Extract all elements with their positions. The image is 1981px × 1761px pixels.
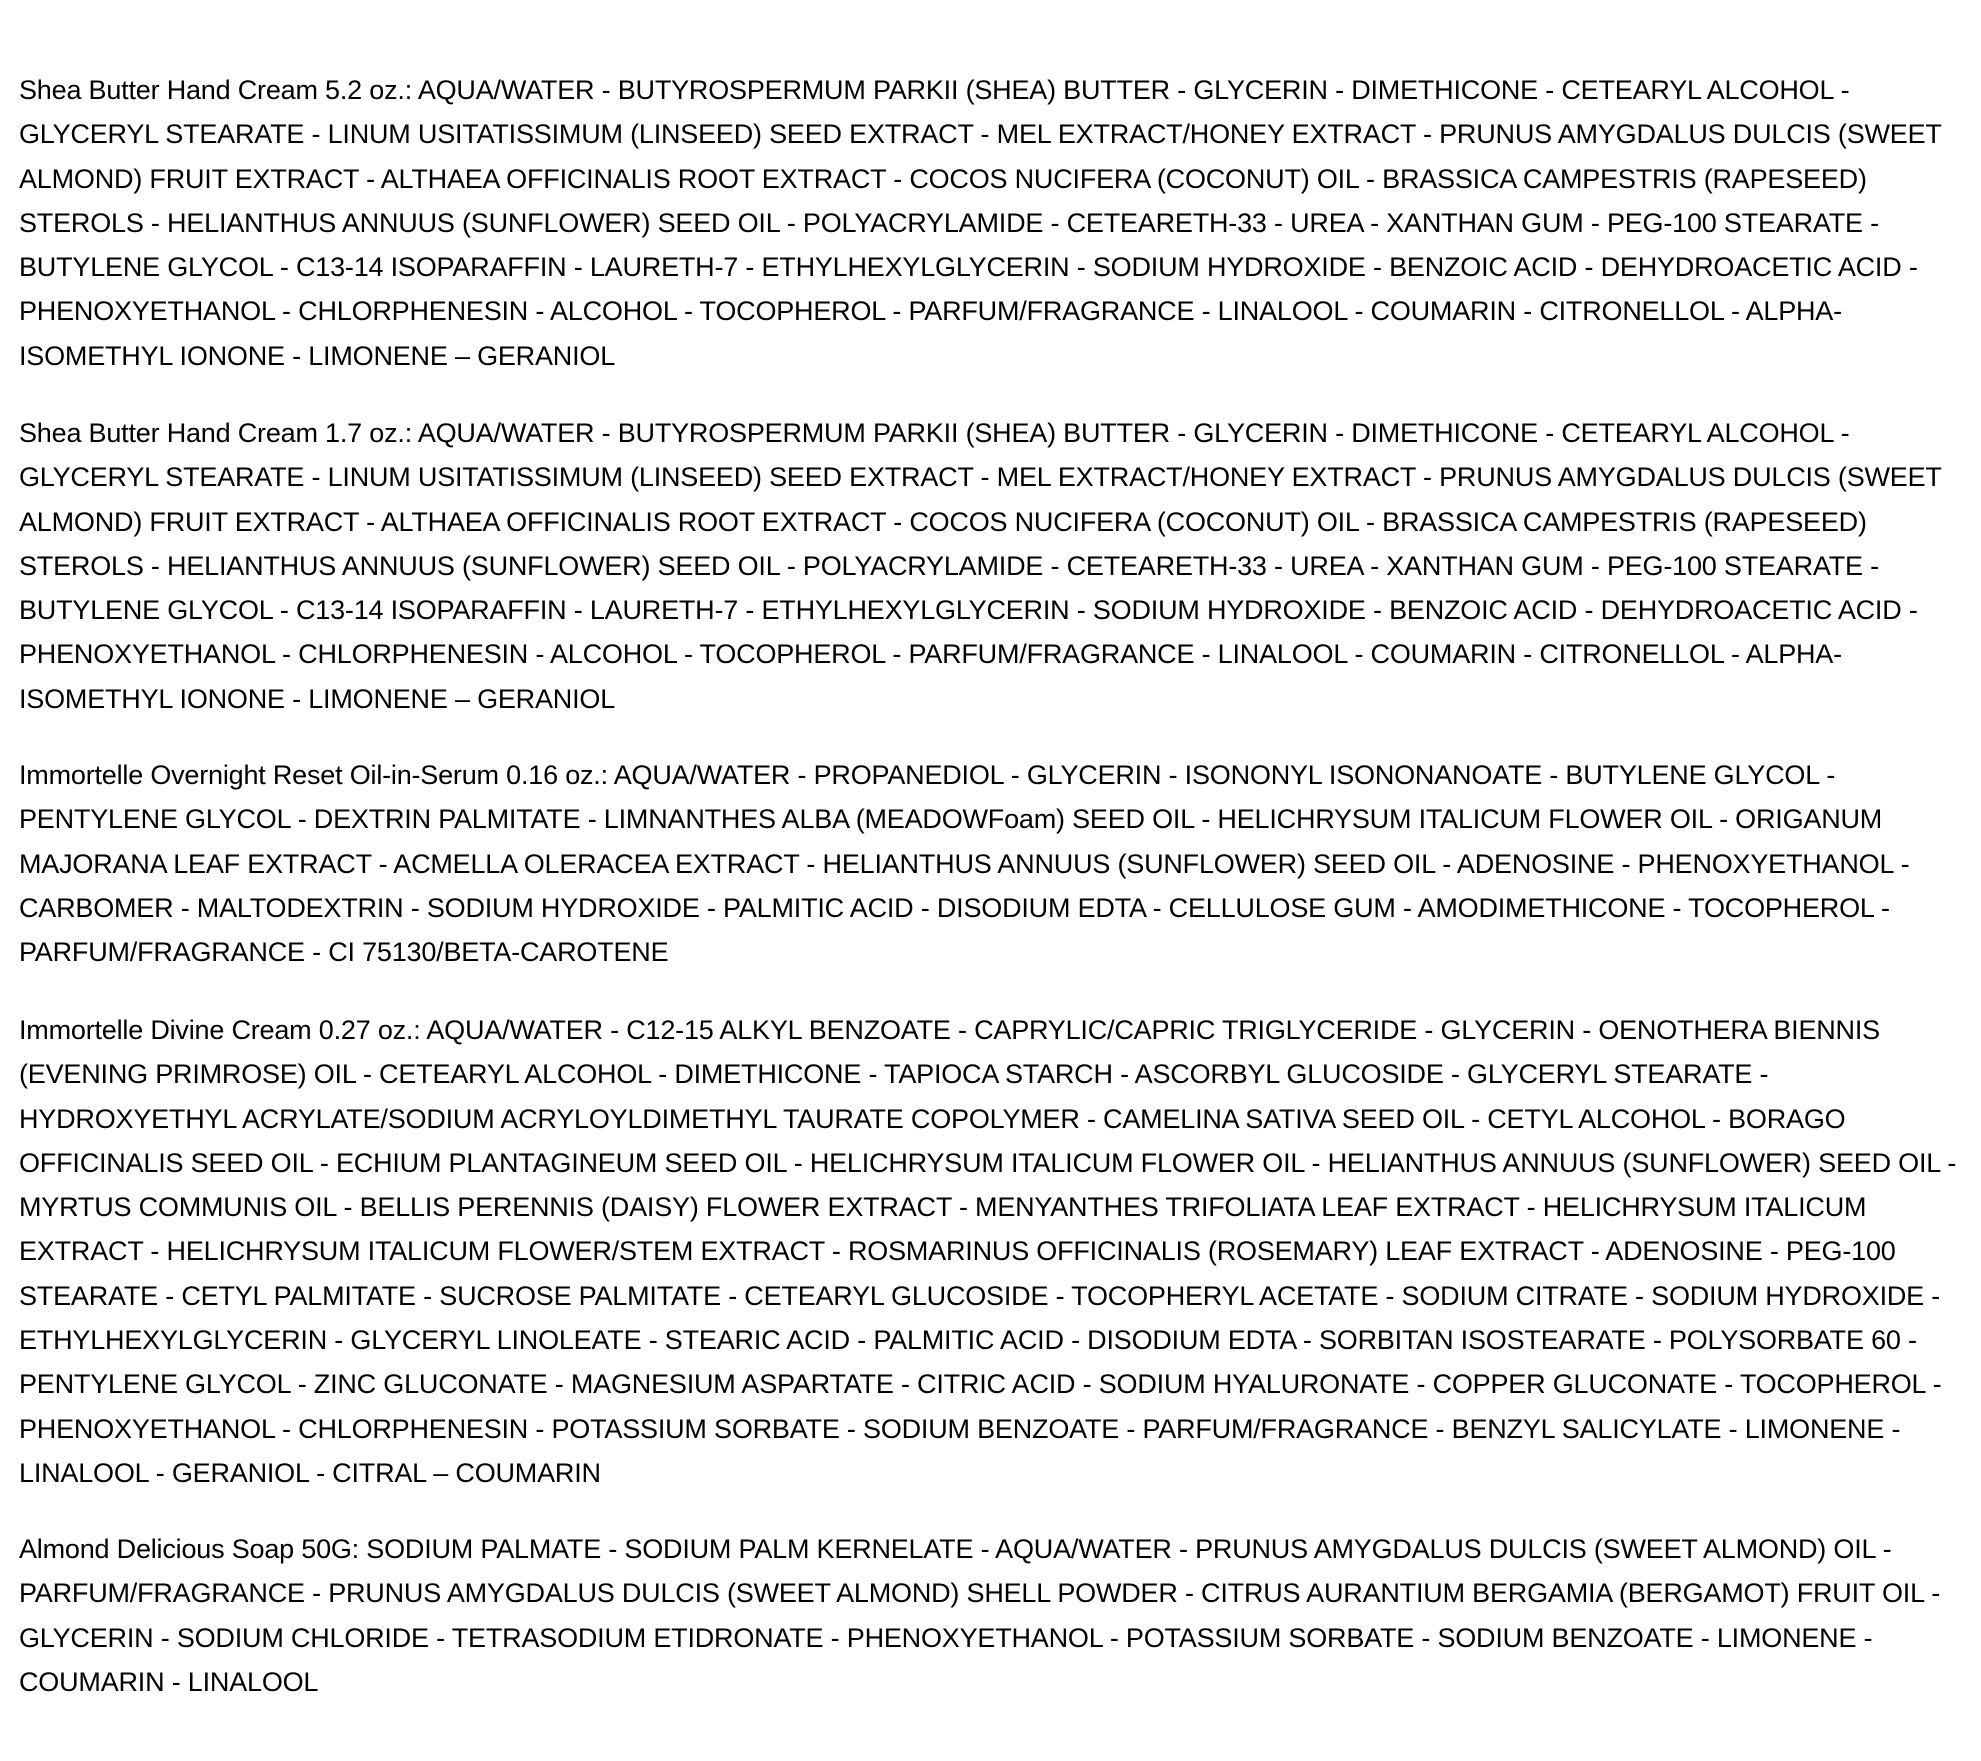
ingredient-list-immortelle-divine-cream: Immortelle Divine Cream 0.27 oz.: AQUA/WATER - C12-15 ALKYL BENZOATE - CAPRYLIC/CAPRIC TRIGLYCERIDE - GLYCERIN - OENOTHERA BIENNIS (EVENING PRIMROSE) OIL - CETEARYL ALCOHOL - DIMETHICONE - TAPIOCA STARCH - ASCORBYL GLUCOSIDE - GLYCERYL STEARATE - HYDROXYETHYL ACRYLATE/SODIUM ACRYLOYLDIMETHYL TAURATE COPOLYMER - CAMELINA SATIVA SEED OIL - CETYL ALCOHOL - BORAGO OFFICINALIS SEED OIL - ECHIUM PLANTAGINEUM SEED OIL - HELICHRYSUM ITALICUM FLOWER OIL - HELIANTHUS ANNUUS (SUNFLOWER) SEED OIL - MYRTUS COMMUNIS OIL - BELLIS PERENNIS (DAISY) FLOWER EXTRACT - MENYANTHES TRIFOLIATA LEAF EXTRACT - HELICHRYSUM ITALICUM EXTRACT - HELICHRYSUM ITALICUM FLOWER/STEM EXTRACT - ROSMARINUS OFFICINALIS (ROSEMARY) LEAF EXTRACT - ADENOSINE - PEG-100 STEARATE - CETYL PALMITATE - SUCROSE PALMITATE - CETEARYL GLUCOSIDE - TOCOPHERYL ACETATE - SODIUM CITRATE - SODIUM HYDROXIDE - ETHYLHEXYLGLYCERIN - GLYCERYL LINOLEATE - STEARIC ACID - PALMITIC ACID - DISODIUM EDTA - SORBITAN ISOSTEARATE - POLYSORBATE 60 - PENTYLENE GLYCOL - ZINC GLUCONATE - MAGNESIUM ASPARTATE - CITRIC ACID - SODIUM HYALURONATE - COPPER GLUCONATE - TOCOPHEROL - PHENOXYETHANOL - CHLORPHENESIN - POTASSIUM SORBATE - SODIUM BENZOATE - PARFUM/FRAGRANCE - BENZYL SALICYLATE - LIMONENE - LINALOOL - GERANIOL - CITRAL – COUMARIN [19,1015,1957,1488]
ingredient-list-shea-butter-5-2oz: Shea Butter Hand Cream 5.2 oz.: AQUA/WATER - BUTYROSPERMUM PARKII (SHEA) BUTTER - GLYCERIN - DIMETHICONE - CETEARYL ALCOHOL - GLYCERYL STEARATE - LINUM USITATISSIMUM (LINSEED) SEED EXTRACT - MEL EXTRACT/HONEY EXTRACT - PRUNUS AMYGDALUS DULCIS (SWEET ALMOND) FRUIT EXTRACT - ALTHAEA OFFICINALIS ROOT EXTRACT - COCOS NUCIFERA (COCONUT) OIL - BRASSICA CAMPESTRIS (RAPESEED) STEROLS - HELIANTHUS ANNUUS (SUNFLOWER) SEED OIL - POLYACRYLAMIDE - CETEARETH-33 - UREA - XANTHAN GUM - PEG-100 STEARATE - BUTYLENE GLYCOL - C13-14 ISOPARAFFIN - LAURETH-7 - ETHYLHEXYLGLYCERIN - SODIUM HYDROXIDE - BENZOIC ACID - DEHYDROACETIC ACID - PHENOXYETHANOL - CHLORPHENESIN - ALCOHOL - TOCOPHEROL - PARFUM/FRAGRANCE - LINALOOL - COUMARIN - CITRONELLOL - ALPHA-ISOMETHYL IONONE - LIMONENE – GERANIOL [19,75,1942,371]
ingredient-list-immortelle-oil-in-serum: Immortelle Overnight Reset Oil-in-Serum 0.16 oz.: AQUA/WATER - PROPANEDIOL - GLYCERIN - ISONONYL ISONONANOATE - BUTYLENE GLYCOL - PENTYLENE GLYCOL - DEXTRIN PALMITATE - LIMNANTHES ALBA (MEADOWFoam) SEED OIL - HELICHRYSUM ITALICUM FLOWER OIL - ORIGANUM MAJORANA LEAF EXTRACT - ACMELLA OLERACEA EXTRACT - HELIANTHUS ANNUUS (SUNFLOWER) SEED OIL - ADENOSINE - PHENOXYETHANOL - CARBOMER - MALTODEXTRIN - SODIUM HYDROXIDE - PALMITIC ACID - DISODIUM EDTA - CELLULOSE GUM - AMODIMETHICONE - TOCOPHEROL - PARFUM/FRAGRANCE - CI 75130/BETA-CAROTENE [19,760,1910,968]
ingredient-list-shea-butter-1-7oz: Shea Butter Hand Cream 1.7 oz.: AQUA/WATER - BUTYROSPERMUM PARKII (SHEA) BUTTER - GLYCERIN - DIMETHICONE - CETEARYL ALCOHOL - GLYCERYL STEARATE - LINUM USITATISSIMUM (LINSEED) SEED EXTRACT - MEL EXTRACT/HONEY EXTRACT - PRUNUS AMYGDALUS DULCIS (SWEET ALMOND) FRUIT EXTRACT - ALTHAEA OFFICINALIS ROOT EXTRACT - COCOS NUCIFERA (COCONUT) OIL - BRASSICA CAMPESTRIS (RAPESEED) STEROLS - HELIANTHUS ANNUUS (SUNFLOWER) SEED OIL - POLYACRYLAMIDE - CETEARETH-33 - UREA - XANTHAN GUM - PEG-100 STEARATE - BUTYLENE GLYCOL - C13-14 ISOPARAFFIN - LAURETH-7 - ETHYLHEXYLGLYCERIN - SODIUM HYDROXIDE - BENZOIC ACID - DEHYDROACETIC ACID - PHENOXYETHANOL - CHLORPHENESIN - ALCOHOL - TOCOPHEROL - PARFUM/FRAGRANCE - LINALOOL - COUMARIN - CITRONELLOL - ALPHA-ISOMETHYL IONONE - LIMONENE – GERANIOL [19,418,1942,714]
ingredient-list-almond-soap: Almond Delicious Soap 50G: SODIUM PALMATE - SODIUM PALM KERNELATE - AQUA/WATER - PRUNUS AMYGDALUS DULCIS (SWEET ALMOND) OIL - PARFUM/FRAGRANCE - PRUNUS AMYGDALUS DULCIS (SWEET ALMOND) SHELL POWDER - CITRUS AURANTIUM BERGAMIA (BERGAMOT) FRUIT OIL - GLYCERIN - SODIUM CHLORIDE - TETRASODIUM ETIDRONATE - PHENOXYETHANOL - POTASSIUM SORBATE - SODIUM BENZOATE - LIMONENE - COUMARIN - LINALOOL [19,1534,1941,1697]
